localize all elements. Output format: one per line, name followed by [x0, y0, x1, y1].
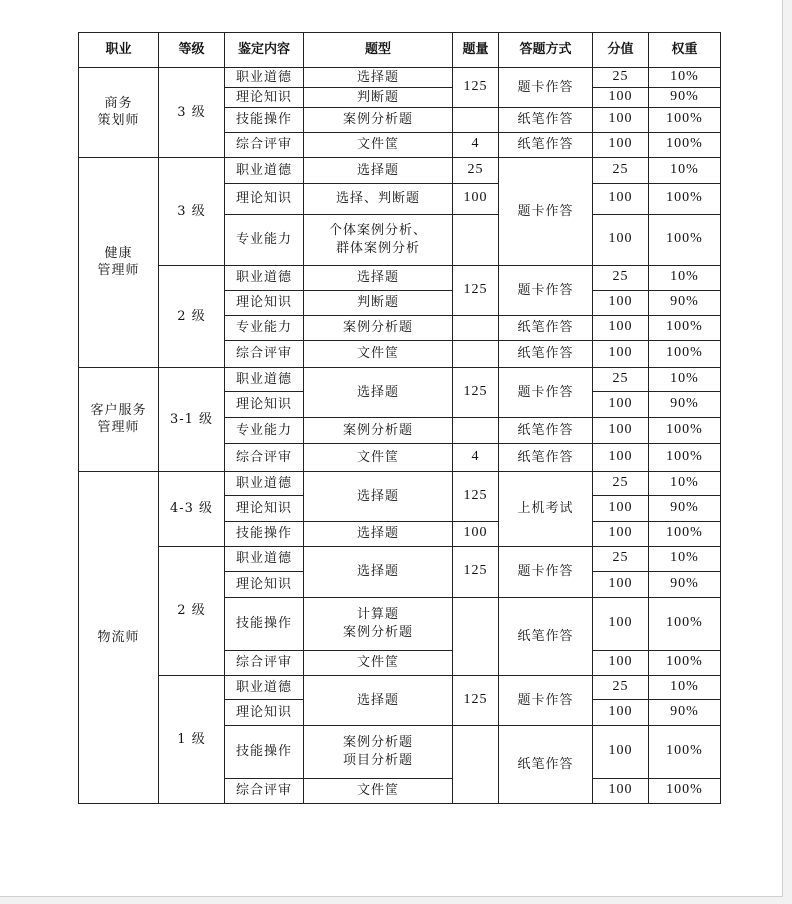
level-cell: 4-3 级: [159, 471, 225, 546]
method-cell: 题卡作答: [499, 675, 593, 725]
score-cell: 100: [593, 725, 649, 778]
weight-cell: 100%: [649, 417, 721, 443]
content-cell: 综合评审: [225, 132, 304, 157]
weight-cell: 100%: [649, 597, 721, 650]
weight-cell: 10%: [649, 157, 721, 183]
level-cell: 3-1 级: [159, 367, 225, 471]
weight-cell: 90%: [649, 391, 721, 417]
score-cell: 25: [593, 471, 649, 495]
weight-cell: 10%: [649, 68, 721, 88]
weight-cell: 90%: [649, 87, 721, 107]
type-cell: [304, 725, 453, 778]
header-row: [79, 33, 721, 68]
table-row: [79, 675, 721, 699]
table-row: [79, 367, 721, 391]
count-cell: 25: [453, 157, 499, 183]
count-cell: [453, 340, 499, 367]
type-cell: 选择题: [304, 157, 453, 183]
header-cell: 分值: [593, 33, 649, 68]
weight-cell: 90%: [649, 495, 721, 521]
score-cell: 25: [593, 367, 649, 391]
count-cell: [453, 315, 499, 340]
weight-cell: 100%: [649, 443, 721, 471]
content-cell: 职业道德: [225, 68, 304, 88]
weight-cell: 90%: [649, 571, 721, 597]
count-cell: [453, 214, 499, 265]
type-cell: 案例分析题: [304, 107, 453, 132]
content-cell: 职业道德: [225, 157, 304, 183]
table-row: [79, 68, 721, 88]
weight-cell: 90%: [649, 699, 721, 725]
count-cell: 125: [453, 367, 499, 417]
count-cell: [453, 597, 499, 675]
type-cell: 选择题: [304, 521, 453, 546]
level-cell: 3 级: [159, 68, 225, 158]
header-cell: 题量: [453, 33, 499, 68]
type-label: 个体案例分析、 群体案例分析: [328, 223, 427, 256]
score-cell: 25: [593, 157, 649, 183]
content-cell: 职业道德: [225, 367, 304, 391]
occupation-label: 健康 管理师: [97, 245, 140, 279]
count-cell: [453, 107, 499, 132]
count-cell: 100: [453, 183, 499, 214]
header-cell: 题型: [304, 33, 453, 68]
weight-cell: 100%: [649, 214, 721, 265]
type-cell: 选择题: [304, 675, 453, 725]
weight-cell: 100%: [649, 521, 721, 546]
method-cell: 题卡作答: [499, 68, 593, 108]
count-cell: 125: [453, 68, 499, 108]
weight-cell: 10%: [649, 471, 721, 495]
method-cell: 纸笔作答: [499, 417, 593, 443]
type-cell: 选择题: [304, 546, 453, 597]
score-cell: 100: [593, 107, 649, 132]
score-cell: 100: [593, 132, 649, 157]
count-cell: 125: [453, 546, 499, 597]
score-cell: 100: [593, 315, 649, 340]
content-cell: 专业能力: [225, 315, 304, 340]
content-cell: 综合评审: [225, 650, 304, 675]
score-cell: 100: [593, 87, 649, 107]
score-cell: 100: [593, 650, 649, 675]
content-cell: 技能操作: [225, 107, 304, 132]
occupation-label: 商务 策划师: [97, 95, 140, 129]
level-cell: 2 级: [159, 265, 225, 367]
type-cell: 文件筐: [304, 650, 453, 675]
type-cell: 选择题: [304, 265, 453, 290]
weight-cell: 100%: [649, 650, 721, 675]
type-cell: 判断题: [304, 290, 453, 315]
score-cell: 100: [593, 183, 649, 214]
table-row: [79, 471, 721, 495]
method-cell: 上机考试: [499, 471, 593, 546]
score-cell: 100: [593, 495, 649, 521]
content-cell: 专业能力: [225, 417, 304, 443]
score-cell: 100: [593, 391, 649, 417]
level-cell: 1 级: [159, 675, 225, 803]
method-cell: 纸笔作答: [499, 597, 593, 675]
exam-table: [78, 32, 721, 804]
header-cell: 鉴定内容: [225, 33, 304, 68]
count-cell: [453, 417, 499, 443]
weight-cell: 100%: [649, 132, 721, 157]
header-cell: 权重: [649, 33, 721, 68]
header-cell: 答题方式: [499, 33, 593, 68]
content-cell: 技能操作: [225, 725, 304, 778]
content-cell: 理论知识: [225, 699, 304, 725]
weight-cell: 100%: [649, 107, 721, 132]
score-cell: 100: [593, 571, 649, 597]
type-cell: 案例分析题: [304, 417, 453, 443]
type-cell: 选择题: [304, 367, 453, 417]
content-cell: 理论知识: [225, 571, 304, 597]
content-cell: 职业道德: [225, 471, 304, 495]
content-cell: 综合评审: [225, 340, 304, 367]
table-row: [79, 265, 721, 290]
score-cell: 100: [593, 699, 649, 725]
score-cell: 25: [593, 546, 649, 571]
score-cell: 100: [593, 443, 649, 471]
score-cell: 100: [593, 340, 649, 367]
score-cell: 100: [593, 290, 649, 315]
content-cell: 理论知识: [225, 87, 304, 107]
content-cell: 技能操作: [225, 597, 304, 650]
score-cell: 25: [593, 675, 649, 699]
score-cell: 100: [593, 778, 649, 803]
occupation-cell: [79, 157, 159, 367]
weight-cell: 100%: [649, 315, 721, 340]
type-cell: 选择题: [304, 68, 453, 88]
weight-cell: 10%: [649, 265, 721, 290]
method-cell: 题卡作答: [499, 367, 593, 417]
content-cell: 综合评审: [225, 443, 304, 471]
content-cell: 理论知识: [225, 391, 304, 417]
count-cell: 125: [453, 675, 499, 725]
weight-cell: 10%: [649, 546, 721, 571]
weight-cell: 100%: [649, 725, 721, 778]
content-cell: 综合评审: [225, 778, 304, 803]
level-cell: 2 级: [159, 546, 225, 675]
occupation-label: 客户服务 管理师: [90, 402, 147, 436]
occupation-cell: [79, 68, 159, 158]
type-cell: 判断题: [304, 87, 453, 107]
score-cell: 100: [593, 214, 649, 265]
type-label: 案例分析题 项目分析题: [342, 735, 413, 768]
level-cell: 3 级: [159, 157, 225, 265]
type-cell: 选择题: [304, 471, 453, 521]
count-cell: [453, 725, 499, 803]
method-cell: 纸笔作答: [499, 340, 593, 367]
method-cell: 纸笔作答: [499, 725, 593, 803]
type-cell: 文件筐: [304, 778, 453, 803]
weight-cell: 100%: [649, 778, 721, 803]
count-cell: 4: [453, 132, 499, 157]
method-cell: 题卡作答: [499, 546, 593, 597]
header-cell: 等级: [159, 33, 225, 68]
weight-cell: 100%: [649, 340, 721, 367]
type-cell: 选择、判断题: [304, 183, 453, 214]
score-cell: 100: [593, 521, 649, 546]
content-cell: 技能操作: [225, 521, 304, 546]
type-cell: 文件筐: [304, 132, 453, 157]
content-cell: 专业能力: [225, 214, 304, 265]
occupation-cell: [79, 367, 159, 471]
method-cell: 纸笔作答: [499, 107, 593, 132]
method-cell: 纸笔作答: [499, 132, 593, 157]
score-cell: 100: [593, 417, 649, 443]
table-row: [79, 546, 721, 571]
score-cell: 25: [593, 265, 649, 290]
content-cell: 理论知识: [225, 183, 304, 214]
type-cell: 案例分析题: [304, 315, 453, 340]
count-cell: 125: [453, 265, 499, 315]
content-cell: 职业道德: [225, 265, 304, 290]
type-cell: 文件筐: [304, 443, 453, 471]
type-cell: 文件筐: [304, 340, 453, 367]
score-cell: 100: [593, 597, 649, 650]
method-cell: 纸笔作答: [499, 315, 593, 340]
type-cell: [304, 597, 453, 650]
content-cell: 理论知识: [225, 495, 304, 521]
type-cell: [304, 214, 453, 265]
method-cell: 题卡作答: [499, 265, 593, 315]
count-cell: 125: [453, 471, 499, 521]
score-cell: 25: [593, 68, 649, 88]
count-cell: 4: [453, 443, 499, 471]
count-cell: 100: [453, 521, 499, 546]
table-row: [79, 157, 721, 183]
weight-cell: 10%: [649, 675, 721, 699]
content-cell: 职业道德: [225, 675, 304, 699]
type-label: 计算题 案例分析题: [342, 607, 413, 640]
content-cell: 理论知识: [225, 290, 304, 315]
weight-cell: 90%: [649, 290, 721, 315]
content-cell: 职业道德: [225, 546, 304, 571]
method-cell: 纸笔作答: [499, 443, 593, 471]
occupation-cell: 物流师: [79, 471, 159, 803]
weight-cell: 100%: [649, 183, 721, 214]
weight-cell: 10%: [649, 367, 721, 391]
header-cell: 职业: [79, 33, 159, 68]
method-cell: 题卡作答: [499, 157, 593, 265]
